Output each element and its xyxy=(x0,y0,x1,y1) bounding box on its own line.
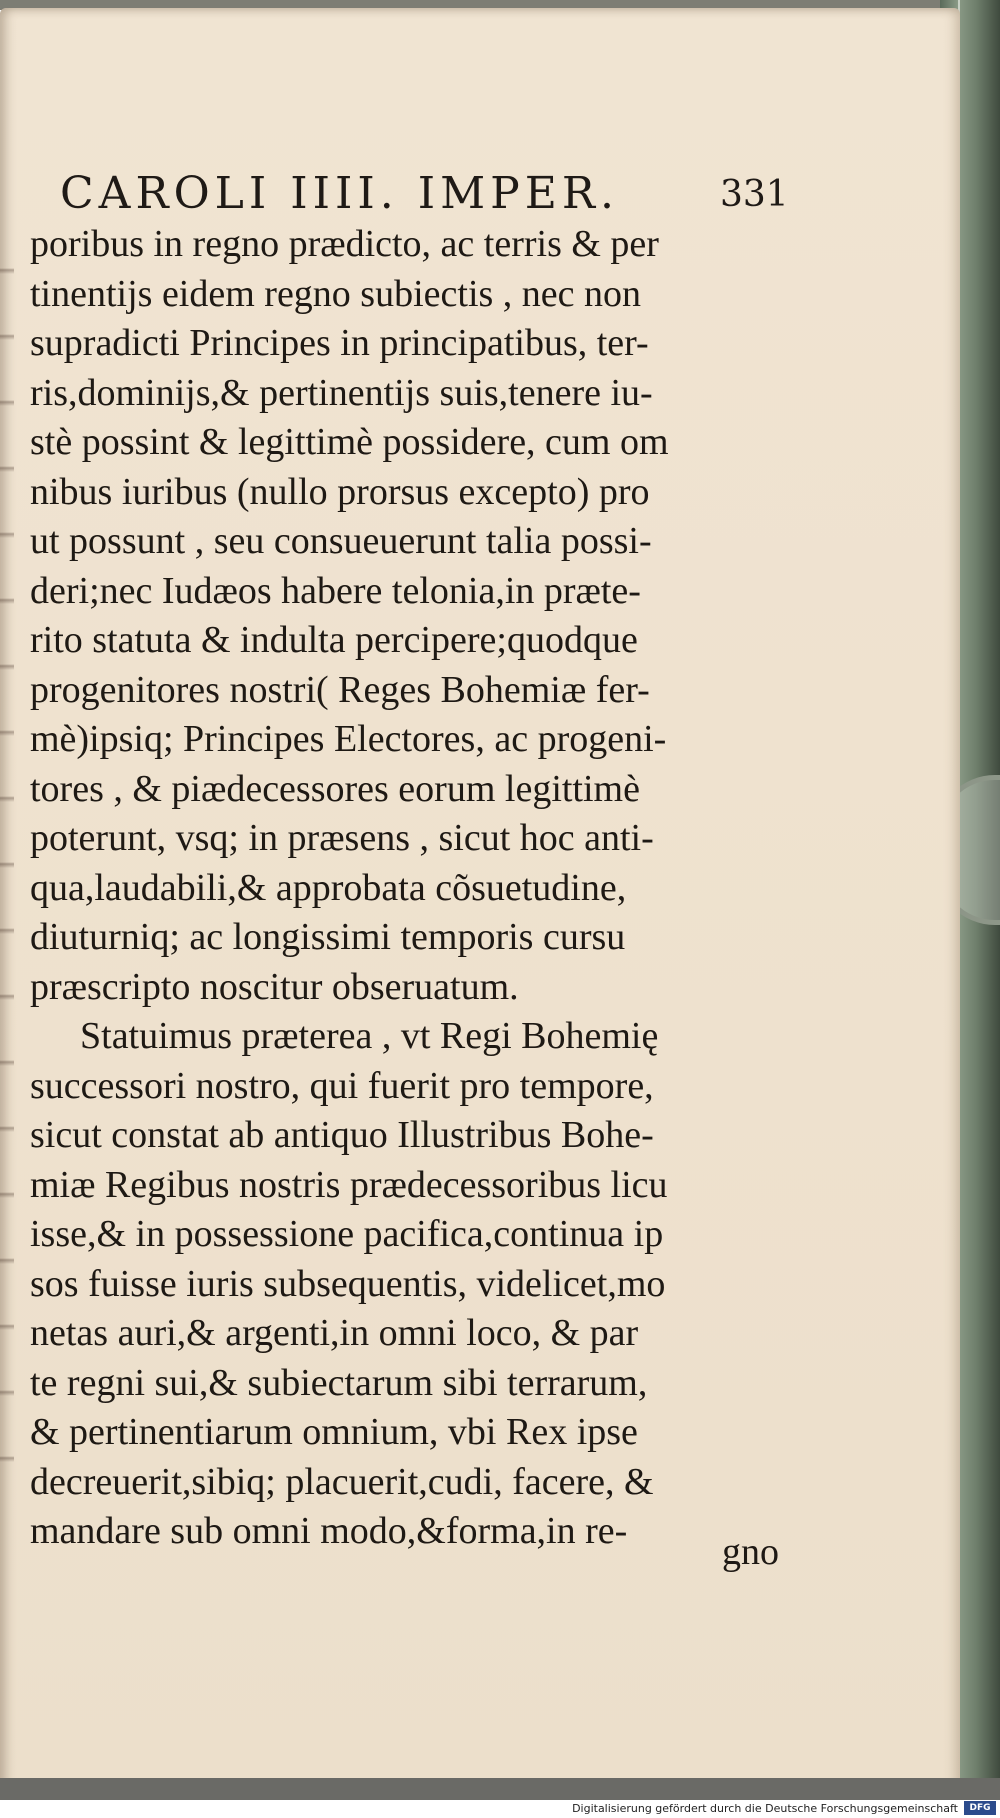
page-paper xyxy=(0,8,960,1798)
text-line: ut possunt , seu consueuerunt talia possi- xyxy=(30,520,652,562)
text-line: tinentijs eidem regno subiectis , nec non xyxy=(30,272,642,315)
body-text xyxy=(30,220,790,1557)
text-line: sicut constat ab antiquo Illustribus Bohe- xyxy=(30,1114,654,1156)
text-line: sos fuisse iuris subsequentis, videlicet,mo xyxy=(30,1262,666,1305)
digitization-footer xyxy=(0,1800,1000,1818)
text-line: isse,& in possessione pacifica,continua ip xyxy=(30,1213,664,1255)
text-line: mandare sub omni modo,&forma,in re- xyxy=(30,1510,628,1552)
text-line: nibus iuribus (nullo prorsus excepto) pro xyxy=(30,470,650,513)
text-line: præscripto noscitur obseruatum. xyxy=(30,965,519,1008)
text-line: rito statuta & indulta percipere;quodque xyxy=(30,619,638,661)
gutter-shadow xyxy=(0,208,14,1508)
dfg-logo-icon: DFG xyxy=(964,1801,996,1815)
text-line: supradicti Principes in principatibus, ter- xyxy=(30,322,649,364)
text-line: poterunt, vsq; in præsens , sicut hoc anti- xyxy=(30,817,654,859)
text-line: tores , & piædecessores eorum legittimè xyxy=(30,767,640,810)
text-line: poribus in regno prædicto, ac terris & per xyxy=(30,223,659,265)
text-line: decreuerit,sibiq; placuerit,cudi, facere, & xyxy=(30,1460,654,1503)
text-line: te regni sui,& subiectarum sibi terrarum, xyxy=(30,1361,648,1404)
text-line: Statuimus præterea , vt Regi Bohemię xyxy=(80,1015,659,1057)
text-line: successori nostro, qui fuerit pro tempore, xyxy=(30,1064,654,1107)
page-number: 331 xyxy=(720,174,789,215)
text-line: ris,dominijs,& pertinentijs suis,tenere iu- xyxy=(30,371,653,414)
running-title: CAROLI IIII. IMPER. xyxy=(60,168,619,219)
text-line: miæ Regibus nostris prædecessoribus licu xyxy=(30,1163,668,1206)
text-line: progenitores nostri( Reges Bohemiæ fer- xyxy=(30,668,650,711)
text-line: qua,laudabili,& approbata cõsuetudine, xyxy=(30,866,627,909)
page-header xyxy=(60,168,789,228)
text-line: & pertinentiarum omnium, vbi Rex ipse xyxy=(30,1411,638,1453)
text-line: netas auri,& argenti,in omni loco, & par xyxy=(30,1312,639,1354)
text-line: stè possint & legittimè possidere, cum om xyxy=(30,421,669,463)
scan-bottom-edge xyxy=(0,1778,1000,1800)
text-line: diuturniq; ac longissimi temporis cursu xyxy=(30,916,626,958)
funding-credit: Digitalisierung gefördert durch die Deutsche Forschungsgemeinschaft xyxy=(572,1802,958,1815)
catchword: gno xyxy=(722,1531,779,1573)
text-line: mè)ipsiq; Principes Electores, ac progeni- xyxy=(30,718,667,760)
text-line: deri;nec Iudæos habere telonia,in præte- xyxy=(30,569,641,612)
